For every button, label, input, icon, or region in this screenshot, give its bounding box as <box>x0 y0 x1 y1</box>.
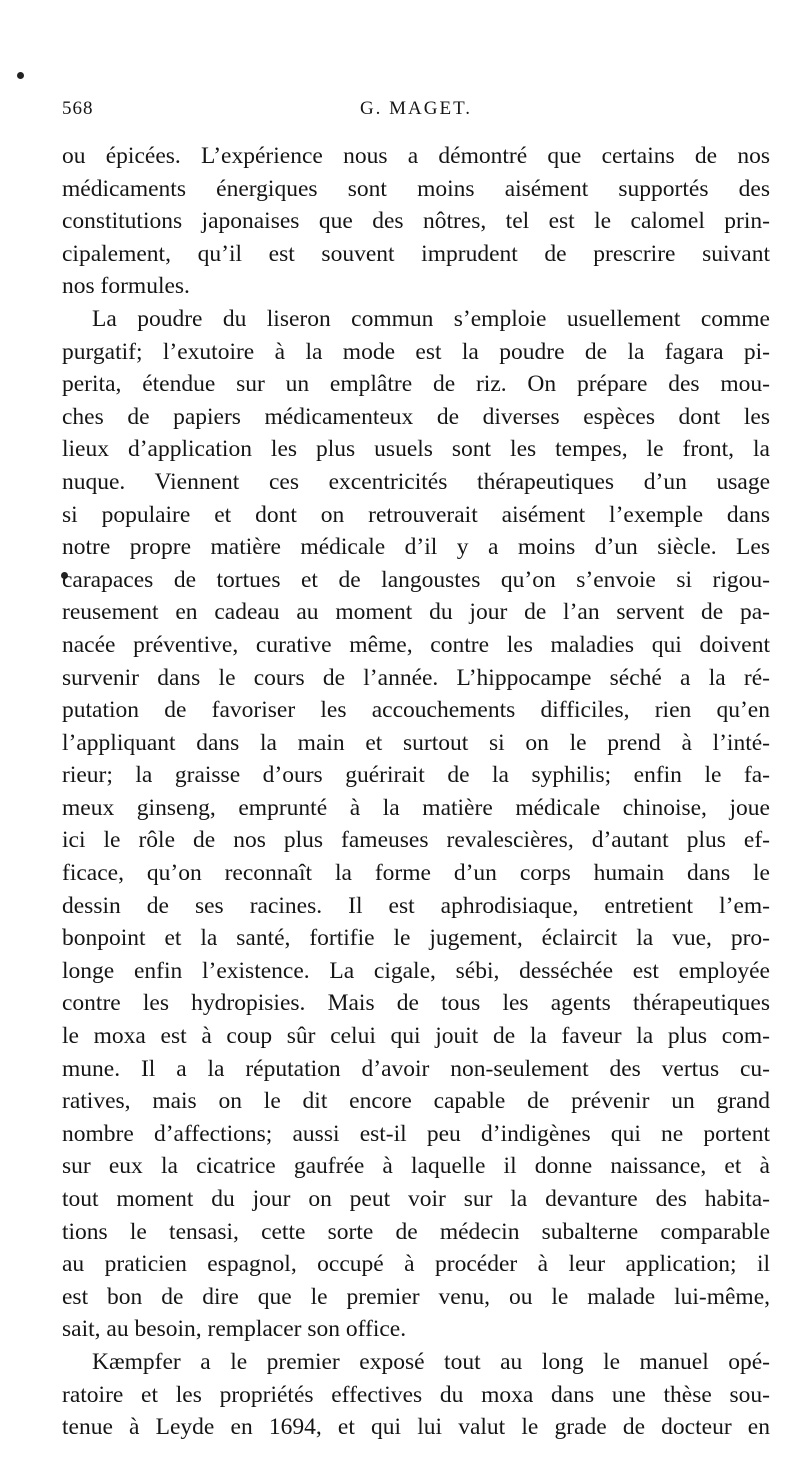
text-line: au praticien espagnol, occupé à procéder à leur application; il <box>62 1251 770 1278</box>
page-header <box>62 98 770 126</box>
text-line: ficace, qu’on reconnaît la forme d’un corps humain dans le <box>62 860 770 887</box>
text-line: perita, étendue sur un emplâtre de riz. On prépare des mou- <box>62 371 770 398</box>
text-line: sur eux la cicatrice gaufrée à laquelle il donne naissance, et à <box>62 1153 770 1180</box>
text-line: tout moment du jour on peut voir sur la devanture des habita- <box>62 1186 770 1212</box>
text-line: l’appliquant dans la main et surtout si on le prend à l’inté- <box>62 729 770 756</box>
text-line: ou épicées. L’expérience nous a démontré que certains de nos <box>62 143 770 169</box>
text-line: bonpoint et la santé, fortifie le jugement, éclaircit la vue, pro- <box>62 925 770 952</box>
text-line: nacée préventive, curative même, contre les maladies qui doivent <box>62 631 770 658</box>
text-line: mune. Il a la réputation d’avoir non-seulement des vertus cu- <box>62 1055 770 1082</box>
body-text <box>62 140 770 1444</box>
text-line: lieux d’application les plus usuels sont les tempes, le front, la <box>62 436 770 463</box>
text-line: survenir dans le cours de l’année. L’hippocampe séché a la ré- <box>62 664 770 691</box>
text-line: carapaces de tortues et de langoustes qu’on s’envoie si rigou- <box>62 566 770 593</box>
text-line: nos formules. <box>62 273 190 300</box>
text-line: reusement en cadeau au moment du jour de l’an servent de pa- <box>62 599 770 626</box>
text-line: ratives, mais on le dit encore capable de prévenir un grand <box>62 1088 770 1115</box>
text-line: putation de favoriser les accouchements difficiles, rien qu’en <box>62 697 770 724</box>
text-line: longe enfin l’existence. La cigale, sébi, desséchée est employée <box>62 957 770 984</box>
text-line: purgatif; l’exutoire à la mode est la poudre de la fagara pi- <box>62 338 770 365</box>
text-line: tenue à Leyde en 1694, et qui lui valut le grade de docteur en <box>62 1414 770 1441</box>
text-line: cipalement, qu’il est souvent imprudent de prescrire suivant <box>62 240 770 267</box>
text-line: dessin de ses racines. Il est aphrodisiaque, entretient l’em- <box>62 892 770 919</box>
text-line: le moxa est à coup sûr celui qui jouit de la faveur la plus com- <box>62 1023 770 1050</box>
text-line: médicaments énergiques sont moins aisément supportés des <box>62 175 770 202</box>
text-line: constitutions japonaises que des nôtres, tel est le calomel prin- <box>62 208 770 235</box>
text-line: ratoire et les propriétés effectives du moxa dans une thèse sou- <box>62 1381 770 1408</box>
text-line: La poudre du liseron commun s’emploie usuellement comme <box>92 305 770 332</box>
text-line: nuque. Viennent ces excentricités thérapeutiques d’un usage <box>62 468 770 495</box>
text-line: sait, au besoin, remplacer son office. <box>62 1316 407 1343</box>
text-line: Kæmpfer a le premier exposé tout au long le manuel opé- <box>92 1348 770 1375</box>
text-line: ici le rôle de nos plus fameuses revalescières, d’autant plus ef- <box>62 827 770 854</box>
text-line: nombre d’affections; aussi est-il peu d’indigènes qui ne portent <box>62 1120 770 1147</box>
text-line: notre propre matière médicale d’il y a moins d’un siècle. Les <box>62 534 770 561</box>
text-line: contre les hydropisies. Mais de tous les agents thérapeutiques <box>62 990 770 1017</box>
ink-dot <box>17 72 24 79</box>
running-head: G. MAGET. <box>359 98 473 119</box>
text-line: ches de papiers médicamenteux de diverses espèces dont les <box>62 403 770 430</box>
text-line: rieur; la graisse d’ours guérirait de la syphilis; enfin le fa- <box>62 762 770 789</box>
text-line: tions le tensasi, cette sorte de médecin subalterne comparable <box>62 1218 770 1245</box>
text-line: meux ginseng, emprunté à la matière médicale chinoise, joue <box>62 794 770 821</box>
page-number: 568 <box>62 98 94 119</box>
text-line: si populaire et dont on retrouverait aisément l’exemple dans <box>62 501 770 528</box>
text-line: est bon de dire que le premier venu, ou le malade lui-même, <box>62 1283 770 1310</box>
